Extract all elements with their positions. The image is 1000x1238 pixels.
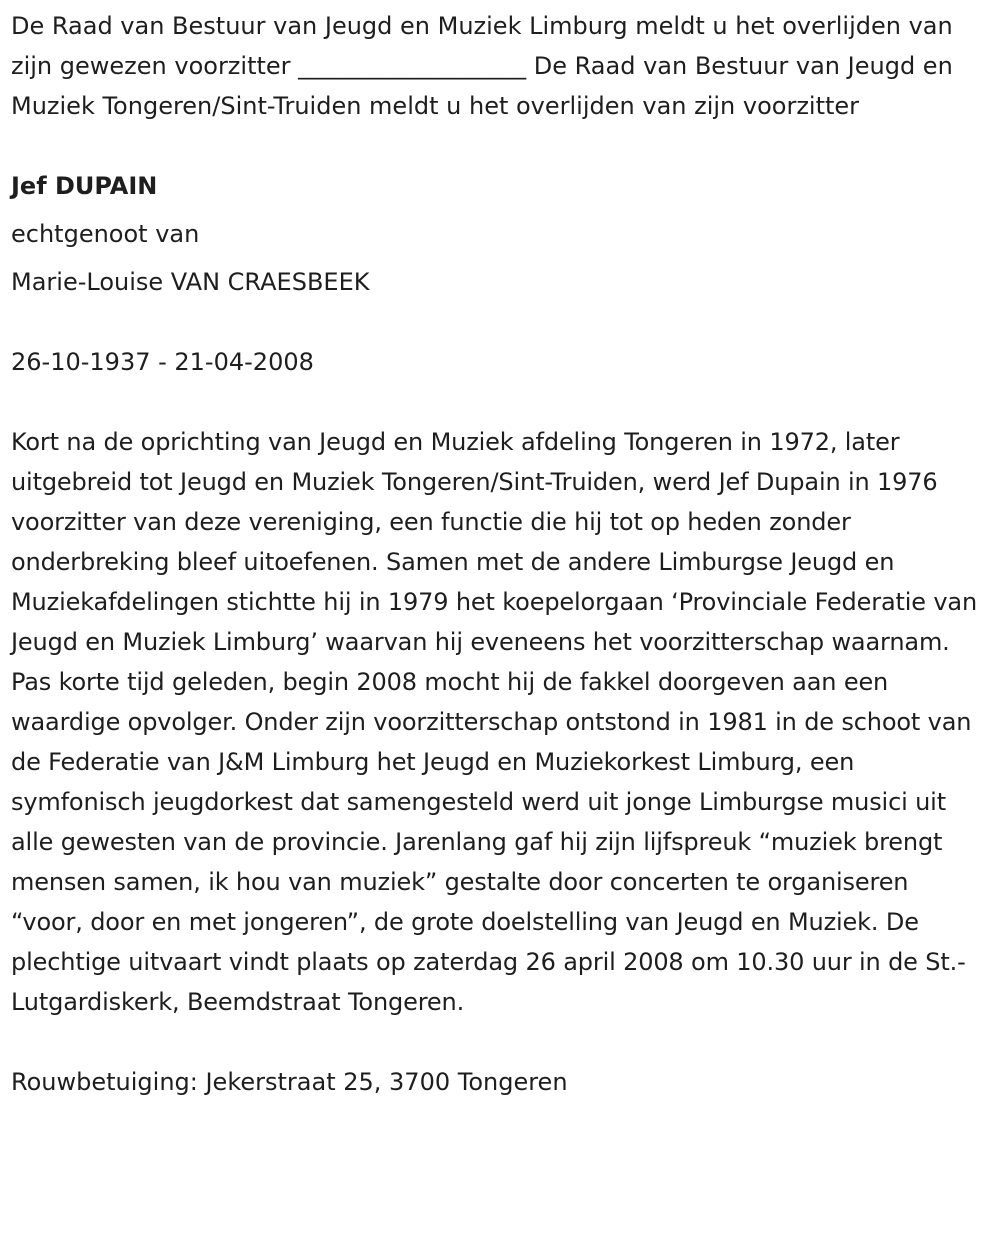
biography-paragraph: Kort na de oprichting van Jeugd en Muziek afdeling Tongeren in 1972, later uitgebreid tot Jeugd en Muziek Tongeren/Sint-Truiden, werd Jef Dupain in 1976 voorzitter van deze vereniging, een functie die hij tot op heden zonder onderbreking bleef uitoefenen. Samen met de andere Limburgse Jeugd en Muziekafdelingen stichtte hij in 1979 het koepelorgaan ‘Provinciale Federatie van Jeugd en Muziek Limburg’ waarvan hij eveneens het voorzitterschap waarnam. Pas korte tijd geleden, begin 2008 mocht hij de fakkel doorgeven aan een waardige opvolger. Onder zijn voorzitterschap ontstond in 1981 in de schoot van de Federatie van J&M Limburg het Jeugd en Muziekorkest Limburg, een symfonisch jeugdorkest dat samengesteld werd uit jonge Limburgse musici uit alle gewesten van de provincie. Jarenlang gaf hij zijn lijfspreuk “muziek brengt mensen samen, ik hou van muziek” gestalte door concerten te organiseren “voor, door en met jongeren”, de grote doelstelling van Jeugd en Muziek. De plechtige uitvaart vindt plaats op zaterdag 26 april 2008 om 10.30 uur in de St.-Lutgardiskerk, Beemdstraat Tongeren. [11,428,978,1016]
spouse-name: Marie-Louise VAN CRAESBEEK [11,268,370,296]
life-dates: 26-10-1937 - 21-04-2008 [11,348,314,376]
relation-label: echtgenoot van [11,220,200,248]
condolence-address: Rouwbetuiging: Jekerstraat 25, 3700 Tongeren [11,1068,568,1096]
deceased-name: Jef DUPAIN [11,172,158,200]
intro-paragraph: De Raad van Bestuur van Jeugd en Muziek Limburg meldt u het overlijden van zijn gewezen voorzitter ___________________ De Raad van Bestuur van Jeugd en Muziek Tongeren/Sint-Truiden meldt u het overlijden van zijn voorzitter [11,12,953,120]
